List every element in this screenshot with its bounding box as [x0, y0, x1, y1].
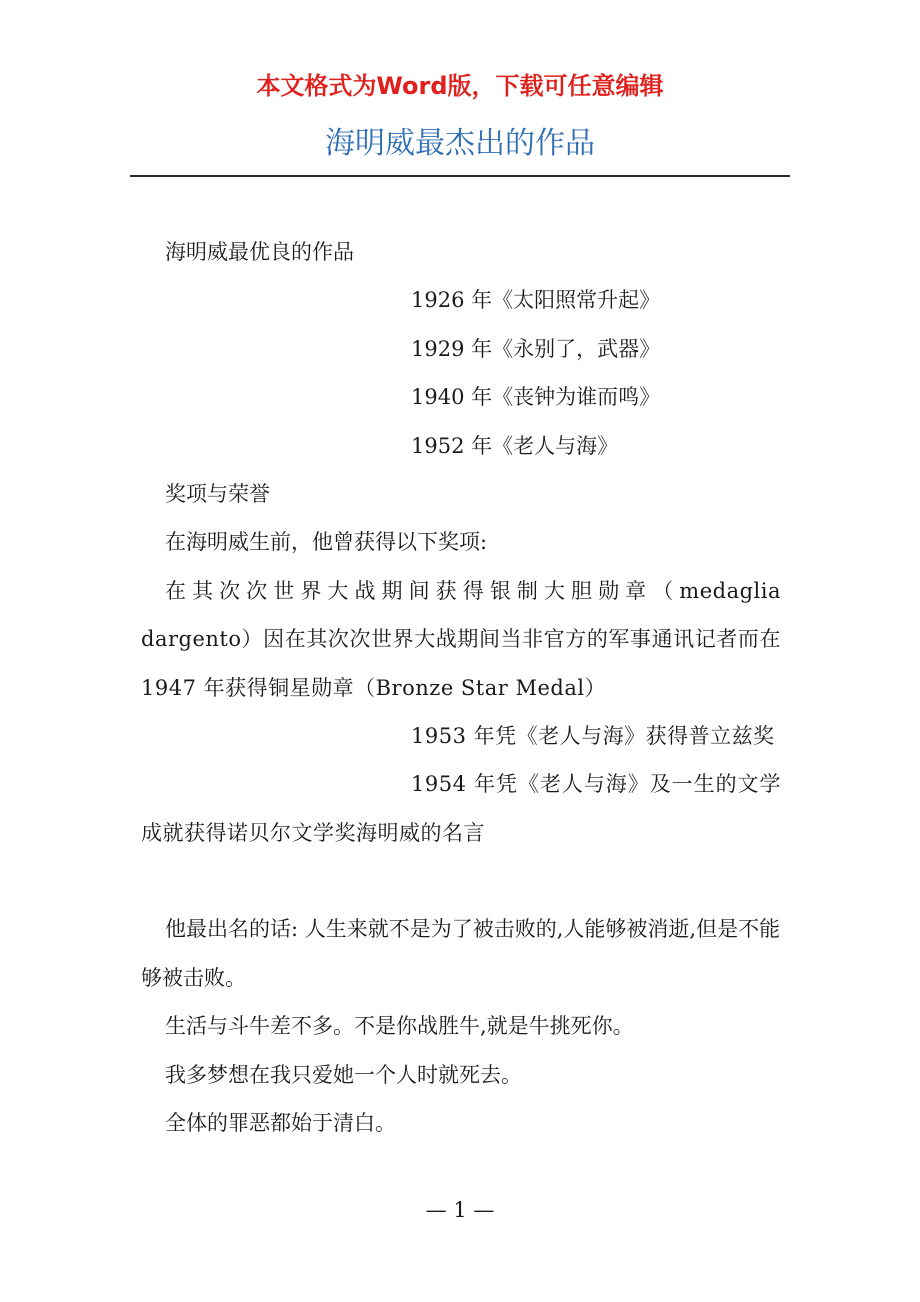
award-paragraph: 1954 年凭《老人与海》及一生的文学成就获得诺贝尔文学奖海明威的名言: [141, 772, 781, 845]
award-paragraph: 在其次次世界大战期间获得银制大胆勋章（medaglia dargento）因在其次次世界大战期间当非官方的军事通讯记者而在 1947 年获得铜星勋章（Bronze Star Medal）: [141, 578, 781, 700]
quote-paragraph: 我多梦想在我只爱她一个人时就死去。: [165, 1062, 522, 1087]
work-item: 1929 年《永别了，武器》: [411, 336, 661, 361]
award-paragraph: 1953 年凭《老人与海》获得普立兹奖: [411, 724, 775, 749]
works-heading: 海明威最优良的作品: [165, 240, 354, 264]
document-title: 海明威最杰出的作品: [325, 126, 595, 161]
quote-paragraph: 生活与斗牛差不多。不是你战胜牛,就是牛挑死你。: [165, 1014, 634, 1039]
awards-heading: 奖项与荣誉: [165, 482, 270, 507]
quote-paragraph: 全体的罪恶都始于清白。: [165, 1110, 396, 1135]
document-body: [141, 228, 781, 1147]
work-item: 1926 年《太阳照常升起》: [411, 288, 661, 313]
download-banner: 本文格式为Word版，下载可任意编辑: [256, 72, 664, 100]
page-number: — 1 —: [425, 1198, 495, 1222]
work-item: 1952 年《老人与海》: [411, 433, 619, 458]
title-divider: [130, 175, 790, 177]
paragraph-spacer: [141, 857, 781, 905]
work-item: 1940 年《丧钟为谁而鸣》: [411, 385, 661, 410]
awards-intro: 在海明威生前，他曾获得以下奖项:: [165, 530, 488, 555]
quote-paragraph: 他最出名的话: 人生来就不是为了被击败的,人能够被消逝,但是不能够被击败。: [141, 917, 781, 990]
